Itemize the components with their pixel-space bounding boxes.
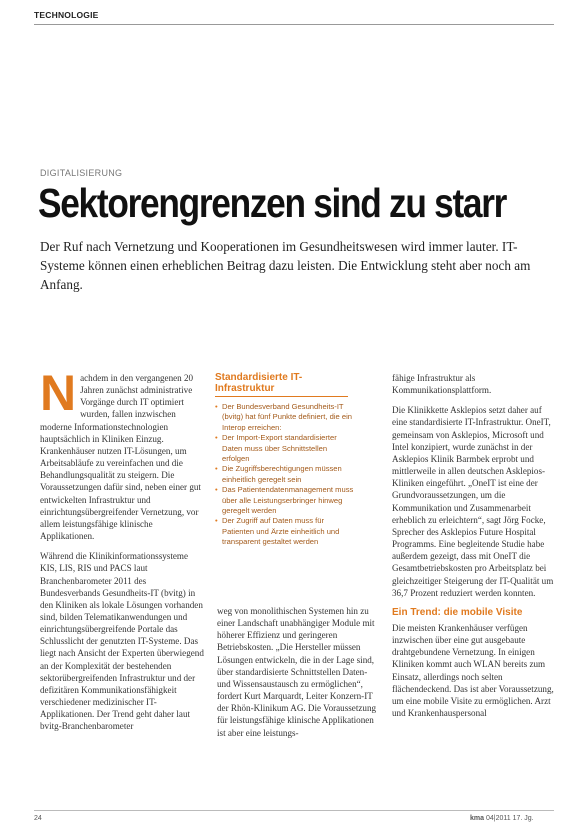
journal-name: kma (470, 815, 485, 822)
paragraph: Während die Klinikinformationssysteme KIS, LIS, RIS und PACS laut Branchenbarometer 2011 des Bundesverbands Gesundheits-IT (bvitg) in den Kliniken als lokale Lösungen vorhanden sind, bilden Telematikanwendungen und einrichtungsübergreifende Portale das Schlusslicht der genutzten IT-Systeme. Das liegt nach Ansicht der Experten überwiegend an der Komplexität der bestehenden sektorübergreifenden Infrastruktur und der defizitären Kommunikationsfähigkeit verschiedener medizinischer IT-Applikationen. Der Trend geht daher laut bvitg-Branchenbarometer (40, 551, 204, 732)
column-1 (40, 365, 204, 741)
page-number-left: 24 (34, 815, 42, 822)
info-box-list (215, 402, 355, 548)
info-box-item: • Der Bundesverband Gesundheits-IT (bvitg) hat fünf Punkte definiert, die ein Interop erreichen: (215, 402, 355, 433)
paragraph: weg von monolithischen Systemen hin zu einer Landschaft unabhängiger Module mit höherer Effizienz und geringeren Betriebskosten. „Die Hersteller müssen Lösungen entwickeln, die in der Lage sind, über standardisierte Schnittstellen Daten- und Wissensaustausch zu ermöglichen“, fordert Kurt Marquardt, Leiter Konzern-IT der Rhön-Klinikum AG. Die Voraussetzung für leistungsfähige klinische Applikationen ist aber eine leistungs- (217, 606, 377, 738)
journal-issue: 04|2011 (485, 815, 511, 822)
paragraph: Die meisten Krankenhäuser verfügen inzwischen über eine gut ausgebaute drahtgebundene Vernetzung. In einigen Kliniken kommt auch WLAN bereits zum Einsatz, allerdings noch selten flächendeckend. Das ist aber Voraussetzung, um eine mobile Visite zu ermöglichen. Arzt und Krankenhauspersonal (392, 622, 554, 719)
info-box-item: • Die Zugriffsberechtigungen müssen einheitlich geregelt sein (215, 464, 355, 485)
footer-journal (470, 815, 534, 822)
info-box (215, 372, 355, 548)
info-box-heading: Standardisierte IT-Infrastruktur (215, 372, 303, 394)
column-2 (217, 605, 377, 747)
paragraph: fähige Infrastruktur als Kommunikationsplattform. (392, 373, 492, 396)
intro-text: achdem in den vergangenen 20 Jahren zunächst administrative Vorgänge durch IT optimiert wurden, fallen inzwischen moderne Informationstechnologien hauptsächlich in Kliniken Einzug. Krankenhäuser nutzen IT-Lösungen, um Arbeitsabläufe zu vereinfachen und die Behandlungsqualität zu steigern. Die Voraussetzungen dafür sind, neben einer gut entwickelten Infrastruktur und einrichtungsübergreifender Vernetzung, vor allem leistungsfähige klinische Applikationen. (40, 373, 201, 542)
column-3 (392, 372, 556, 727)
subheading: Ein Trend: die mobile Visite (392, 606, 523, 618)
article-lead: Der Ruf nach Vernetzung und Kooperationen im Gesundheitswesen wird immer lauter. IT-Systeme können einen erheblichen Beitrag dazu leisten. Die Entwicklung steht aber noch am Anfang. (40, 239, 531, 292)
journal-volume: 17. Jg. (512, 815, 534, 822)
drop-cap: N (40, 365, 77, 421)
article-title: Sektorengrenzen sind zu starr (38, 180, 507, 226)
section-label: TECHNOLOGIE (34, 10, 99, 20)
info-box-item: • Der Zugriff auf Daten muss für Patienten und Ärzte einheitlich und transparent gestaltet werden (215, 516, 355, 547)
intro-paragraph (40, 365, 204, 542)
header-rule (34, 24, 554, 25)
info-box-rule (215, 396, 348, 397)
article-kicker: DIGITALISIERUNG (40, 168, 123, 178)
paragraph: Die Klinikkette Asklepios setzt daher auf eine standardisierte IT-Infrastruktur. OneIT, gemeinsam von Asklepios, Microsoft und Intel konzipiert, wurde zunächst in der Asklepios Klinik Barmbek erprobt und mittlerweile in allen deutschen Asklepios-Kliniken eingeführt. „OneIT ist eine der Grundvoraussetzungen, um die Kommunikation und Zusammenarbeit erheblich zu erleichtern“, sagt Jörg Focke, Sprecher des Asklepios Future Hospital Programms. Eine begleitende Studie habe außerdem gezeigt, dass mit OneIT die Gesamtbetriebskosten pro Arbeitsplatz bei gleichzeitiger Steigerung der IT-Qualität um 36,7 Prozent reduziert werden konnten. (392, 405, 554, 598)
info-box-item: • Das Patientendatenmanagement muss über alle Leistungserbringer hinweg geregelt werden (215, 485, 355, 516)
info-box-item: • Der Import-Export standardisierter Daten muss über Schnittstellen erfolgen (215, 433, 355, 464)
footer-rule (34, 810, 554, 811)
